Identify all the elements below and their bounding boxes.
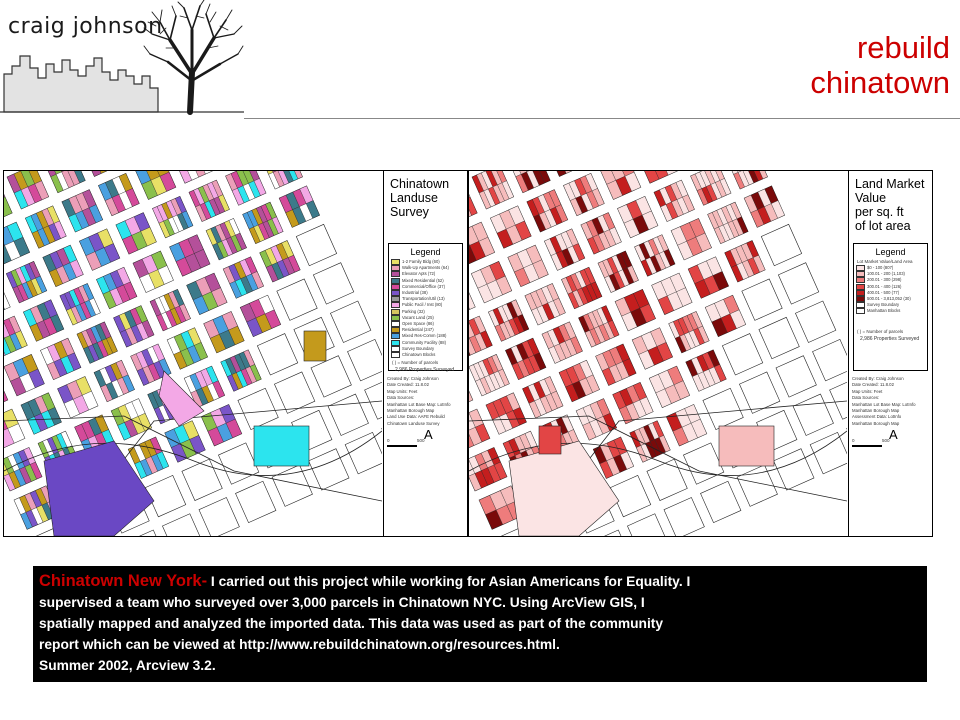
legend-label: Community Facility (88) <box>402 339 446 345</box>
project-description <box>33 566 927 682</box>
legend-label: Vacant Land (25) <box>402 314 434 320</box>
metadata-line: Land Use Data: AAFE Rebuild <box>387 414 445 420</box>
scale-bar-line <box>387 445 417 447</box>
metadata-line: Assessment Data: LotInfo <box>852 414 902 420</box>
scale-zero: 0 <box>852 438 855 443</box>
landuse-map-title <box>384 171 467 219</box>
map-title-line: Value <box>855 191 887 205</box>
scale-bar-line <box>852 445 882 447</box>
metadata-line: Chinatown Landuse Survey <box>387 420 440 426</box>
metadata-line: Manhattan Lot Base Map: LotInfo <box>387 401 451 407</box>
metadata-line: Created By: Craig Johnson <box>387 376 439 381</box>
land-value-map-panel <box>468 170 933 537</box>
legend-label: Parking (32) <box>402 308 425 314</box>
legend-label: Survey Boundary <box>402 345 435 351</box>
logo[interactable] <box>0 0 245 120</box>
caption-text: I carried out this project while working for Asian Americans for Equality. I <box>207 574 691 589</box>
legend-label: Survey Boundary <box>867 302 900 308</box>
page-header <box>0 0 960 120</box>
metadata-line: Data Sources: <box>387 395 415 401</box>
legend-swatch <box>856 271 865 277</box>
legend-items <box>854 265 927 315</box>
land-value-legend-column <box>848 171 932 536</box>
legend-label: Commercial/Office (37) <box>402 283 445 289</box>
legend-label: 100.01 - 200 (1,103) <box>867 271 905 277</box>
legend-swatch <box>856 290 865 296</box>
legend-note: ( ) = Number of parcels <box>392 360 439 365</box>
landuse-map-canvas[interactable] <box>4 171 382 536</box>
metadata-line: Date Created: 11.8.02 <box>852 382 894 388</box>
map-title-line: per sq. ft <box>855 205 904 219</box>
metadata-line: Data Sources: <box>852 395 880 401</box>
landuse-legend <box>388 243 463 371</box>
legend-swatch <box>391 271 400 277</box>
map-title-line: Landuse <box>390 191 438 205</box>
header-divider <box>244 118 960 119</box>
legend-swatch <box>856 302 865 308</box>
legend-swatch <box>391 327 400 333</box>
legend-label: 400.01 - 500 (77) <box>867 289 900 295</box>
large-lot <box>304 331 326 361</box>
legend-item <box>389 352 462 358</box>
legend-label: Chinatown Blocks <box>402 351 436 357</box>
legend-swatch <box>391 284 400 290</box>
title-line-2: chinatown <box>810 65 950 100</box>
legend-swatch <box>391 352 400 358</box>
metadata-line: Manhattan Borough Map <box>852 420 900 426</box>
caption-line: supervised a team who surveyed over 3,000 parcels in Chinatown NYC. Using ArcView GIS, I <box>39 595 645 610</box>
land-value-legend <box>853 243 928 371</box>
caption-line <box>39 571 921 592</box>
landuse-legend-column <box>383 171 467 536</box>
legend-swatch <box>391 309 400 315</box>
north-arrow-icon: A <box>424 427 433 442</box>
logo-skyline-tree-graphic <box>0 0 245 120</box>
map-metadata <box>387 376 465 427</box>
title-line-1: rebuild <box>856 30 950 65</box>
legend-label: $0 - 100 (807) <box>867 265 894 271</box>
caption-line: report which can be viewed at http://www.rebuildchinatown.org/resources.html. <box>39 637 560 652</box>
legend-swatch <box>856 265 865 271</box>
legend-swatch <box>856 308 865 314</box>
land-value-map-title <box>849 171 932 233</box>
land-value-map-canvas[interactable] <box>469 171 847 536</box>
legend-label: Transportation/Util (13) <box>402 296 445 302</box>
legend-heading: Legend <box>410 247 441 257</box>
metadata-line: Manhattan Borough Map <box>852 408 900 414</box>
metadata-line: Map Units: Feet <box>852 388 883 394</box>
metadata-line: Manhattan Lot Base Map: LotInfo <box>852 401 916 407</box>
legend-swatch <box>391 302 400 308</box>
map-metadata <box>852 376 930 427</box>
metadata-line: Date Created: 11.8.02 <box>387 382 429 388</box>
page-title <box>810 30 950 100</box>
legend-swatch <box>391 278 400 284</box>
legend-label: Residential (247) <box>402 327 434 333</box>
metadata-line: Manhattan Borough Map <box>387 408 435 414</box>
landuse-map-panel <box>3 170 468 537</box>
legend-label: Manhattan Blocks <box>867 308 901 314</box>
legend-note: ( ) = Number of parcels <box>857 328 904 334</box>
map-title-line: Land Market <box>855 177 925 191</box>
map-title-line: Chinatown <box>390 177 450 191</box>
legend-item <box>854 308 927 314</box>
legend-items-title: Lot Market Value/Land Area <box>857 259 913 264</box>
legend-label: Mixed Residential (52) <box>402 277 444 283</box>
legend-summary: 2,986 Properties Surveyed <box>395 367 455 373</box>
legend-swatch <box>391 265 400 271</box>
legend-label: Public Facil / Inst (80) <box>402 302 443 308</box>
legend-swatch <box>391 259 400 265</box>
metadata-line: Created By: Craig Johnson <box>852 376 904 381</box>
legend-label: 1-2 Family Bldg (60) <box>402 259 440 265</box>
legend-label: Mixed Res-Comm (188) <box>402 333 447 339</box>
large-lot <box>254 426 309 466</box>
legend-swatch <box>391 296 400 302</box>
caption-line: spatially mapped and analyzed the imported data. This data was used as part of the community <box>39 616 664 631</box>
map-title-line: Survey <box>390 205 429 219</box>
caption-line: Summer 2002, Arcview 3.2. <box>39 658 216 673</box>
metadata-line: Map Units: Feet <box>387 388 418 394</box>
caption-lead: Chinatown New York- <box>39 572 208 590</box>
legend-label: 300.01 - 400 (126) <box>867 283 902 289</box>
legend-swatch <box>391 340 400 346</box>
legend-label: Open Space (86) <box>402 320 434 326</box>
legend-swatch <box>391 290 400 296</box>
legend-heading: Legend <box>875 247 906 257</box>
legend-label: Walk-Up Apartments (64) <box>402 265 449 271</box>
legend-label: 200.01 - 300 (298) <box>867 277 902 283</box>
legend-summary: 2,986 Properties Surveyed <box>860 335 920 342</box>
legend-swatch <box>391 346 400 352</box>
large-lot <box>719 426 774 466</box>
legend-label: 500.01 - 3,813,052 (30) <box>867 296 911 302</box>
scale-value: 500 <box>417 438 425 443</box>
large-lot <box>539 426 561 454</box>
north-arrow-icon: A <box>889 427 898 442</box>
map-title-line: of lot area <box>855 219 911 233</box>
legend-swatch <box>856 296 865 302</box>
legend-swatch <box>391 315 400 321</box>
scale-zero: 0 <box>387 438 390 443</box>
legend-swatch <box>856 284 865 290</box>
legend-swatch <box>391 333 400 339</box>
scale-value: 500 <box>882 438 890 443</box>
legend-items <box>389 259 462 358</box>
logo-text: craig johnson <box>8 14 163 39</box>
legend-swatch <box>391 321 400 327</box>
legend-label: Elevator Apts (72) <box>402 271 436 277</box>
legend-label: Industrial (38) <box>402 290 428 296</box>
legend-swatch <box>856 277 865 283</box>
